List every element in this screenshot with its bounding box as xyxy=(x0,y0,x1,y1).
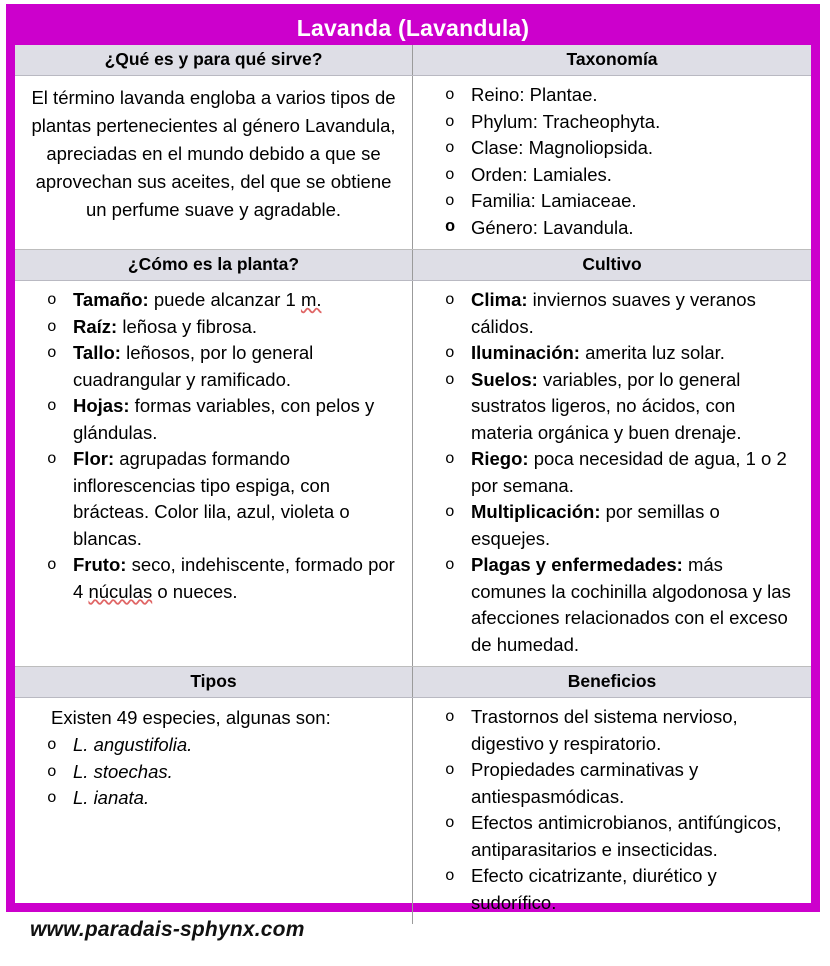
section-header-taxonomia: Taxonomía xyxy=(566,49,658,69)
taxonomia-label: Clase: xyxy=(471,137,524,158)
list-item xyxy=(423,135,801,162)
list-item xyxy=(423,340,801,367)
item-text: amerita luz solar. xyxy=(579,342,725,363)
page-title: Lavanda (Lavandula) xyxy=(15,13,811,44)
section-header-row-2 xyxy=(15,250,811,281)
list-item xyxy=(423,215,801,242)
taxonomia-label: Phylum: xyxy=(471,110,538,132)
item-text: seco, indehiscente, formado por 4 xyxy=(73,554,395,602)
taxonomia-label: Género: xyxy=(471,216,538,238)
item-lead: Clima: xyxy=(471,289,528,310)
list-item xyxy=(423,499,801,552)
tipos-list xyxy=(25,732,402,812)
list-item xyxy=(423,552,801,658)
item-text: variables, por lo general sustratos ligeros, no ácidos, con materia orgánica y buen drenaje. xyxy=(471,368,742,443)
item-text: inviernos suaves y veranos cálidos. xyxy=(471,289,756,337)
list-item xyxy=(25,552,402,605)
taxonomia-value: Magnoliopsida. xyxy=(528,137,654,158)
item-lead: Flor: xyxy=(73,448,115,469)
item-lead: Hojas: xyxy=(73,395,130,416)
taxonomia-value: Plantae. xyxy=(529,84,598,105)
item-text: formas variables, con pelos y glándulas. xyxy=(73,395,375,443)
item-lead: Suelos: xyxy=(471,368,538,390)
content-row-2 xyxy=(15,281,811,667)
list-item xyxy=(423,367,801,447)
item-text: por semillas o esquejes. xyxy=(471,501,720,549)
taxonomia-value: Tracheophyta. xyxy=(542,110,661,132)
cell-que-es xyxy=(15,76,413,249)
misspelled-word: núculas xyxy=(88,580,153,602)
taxonomia-value: Lamiaceae. xyxy=(540,190,637,211)
item-text: agrupadas formando inflorescencias tipo espiga, con brácteas. Color lila, azul, violeta o blancas. xyxy=(73,448,350,549)
content-row-3 xyxy=(15,698,811,924)
section-header-row-3 xyxy=(15,667,811,698)
list-item xyxy=(25,340,402,393)
section-header-row-1 xyxy=(15,45,811,76)
beneficios-list xyxy=(423,704,801,916)
taxonomia-list xyxy=(423,82,801,241)
item-lead: Tallo: xyxy=(73,342,121,363)
list-item xyxy=(25,314,402,341)
list-item xyxy=(25,446,402,552)
list-item: o Efecto cicatrizante, diurético y sudorífico. xyxy=(423,863,801,916)
list-item xyxy=(25,732,402,759)
item-lead: Raíz: xyxy=(73,315,118,337)
taxonomia-value: Lamiales. xyxy=(532,163,612,185)
taxonomia-label: Reino: xyxy=(471,84,525,105)
taxonomia-label: Familia: xyxy=(471,190,536,211)
tipos-intro: Existen 49 especies, algunas son: xyxy=(51,707,331,728)
item-text: puede alcanzar 1 xyxy=(148,289,301,310)
cell-como-es xyxy=(15,281,413,666)
que-es-paragraph: El término lavanda engloba a varios tipos de plantas pertenecientes al género Lavandula, apreciadas en el mundo debido a que se aprovechan sus aceites, del que se obtiene un perfume suave y agradable. xyxy=(31,87,396,220)
item-lead: Fruto: xyxy=(73,554,127,575)
list-item xyxy=(423,109,801,136)
misspelled-word: m. xyxy=(300,289,322,310)
item-text: poca necesidad de agua, 1 o 2 por semana. xyxy=(471,448,787,496)
section-header-como-es: ¿Cómo es la planta? xyxy=(15,250,413,280)
list-item xyxy=(25,393,402,446)
cell-taxonomia xyxy=(413,76,811,249)
section-header-beneficios: Beneficios xyxy=(567,671,657,691)
cell-cultivo xyxy=(413,281,811,666)
list-item xyxy=(423,82,801,109)
cell-beneficios xyxy=(413,698,811,924)
cell-tipos xyxy=(15,698,413,924)
item-text: más comunes la cochinilla algodonosa y las afecciones relacionados con el exceso de humedad. xyxy=(471,554,791,655)
section-header-cultivo: Cultivo xyxy=(582,254,642,274)
list-item xyxy=(25,287,402,314)
taxonomia-value: Lavandula. xyxy=(543,216,634,238)
item-lead: Iluminación: xyxy=(471,342,580,363)
content-grid xyxy=(15,44,811,913)
item-lead: Tamaño: xyxy=(73,289,149,310)
list-item xyxy=(423,287,801,340)
watermark-url: www.paradais-sphynx.com xyxy=(30,918,305,941)
item-text: leñosa y fibrosa. xyxy=(117,315,258,337)
item-lead: Plagas y enfermedades: xyxy=(471,554,683,575)
item-lead: Riego: xyxy=(471,448,529,469)
item-text-after: o nueces. xyxy=(152,580,238,602)
item-text: leñosos, por lo general cuadrangular y ramificado. xyxy=(73,342,314,390)
list-item xyxy=(423,446,801,499)
taxonomia-label: Orden: xyxy=(471,163,528,185)
species-name: L. angustifolia. xyxy=(73,734,193,755)
list-item: o Propiedades carminativas y antiespasmódicas. xyxy=(423,757,801,810)
list-item: o Trastornos del sistema nervioso, digestivo y respiratorio. xyxy=(423,704,801,757)
item-lead: Multiplicación: xyxy=(471,501,601,522)
como-es-list xyxy=(25,287,402,605)
species-name: L. ianata. xyxy=(73,787,150,808)
list-item xyxy=(423,162,801,189)
section-header-tipos: Tipos xyxy=(15,667,413,697)
content-row-1 xyxy=(15,76,811,250)
info-table-frame xyxy=(6,4,820,912)
section-header-que-es: ¿Qué es y para qué sirve? xyxy=(15,45,413,75)
list-item xyxy=(25,785,402,812)
list-item xyxy=(423,188,801,215)
cultivo-list xyxy=(423,287,801,658)
list-item xyxy=(25,759,402,786)
list-item: o Efectos antimicrobianos, antifúngicos, antiparasitarios e insecticidas. xyxy=(423,810,801,863)
species-name: L. stoechas. xyxy=(73,760,173,782)
